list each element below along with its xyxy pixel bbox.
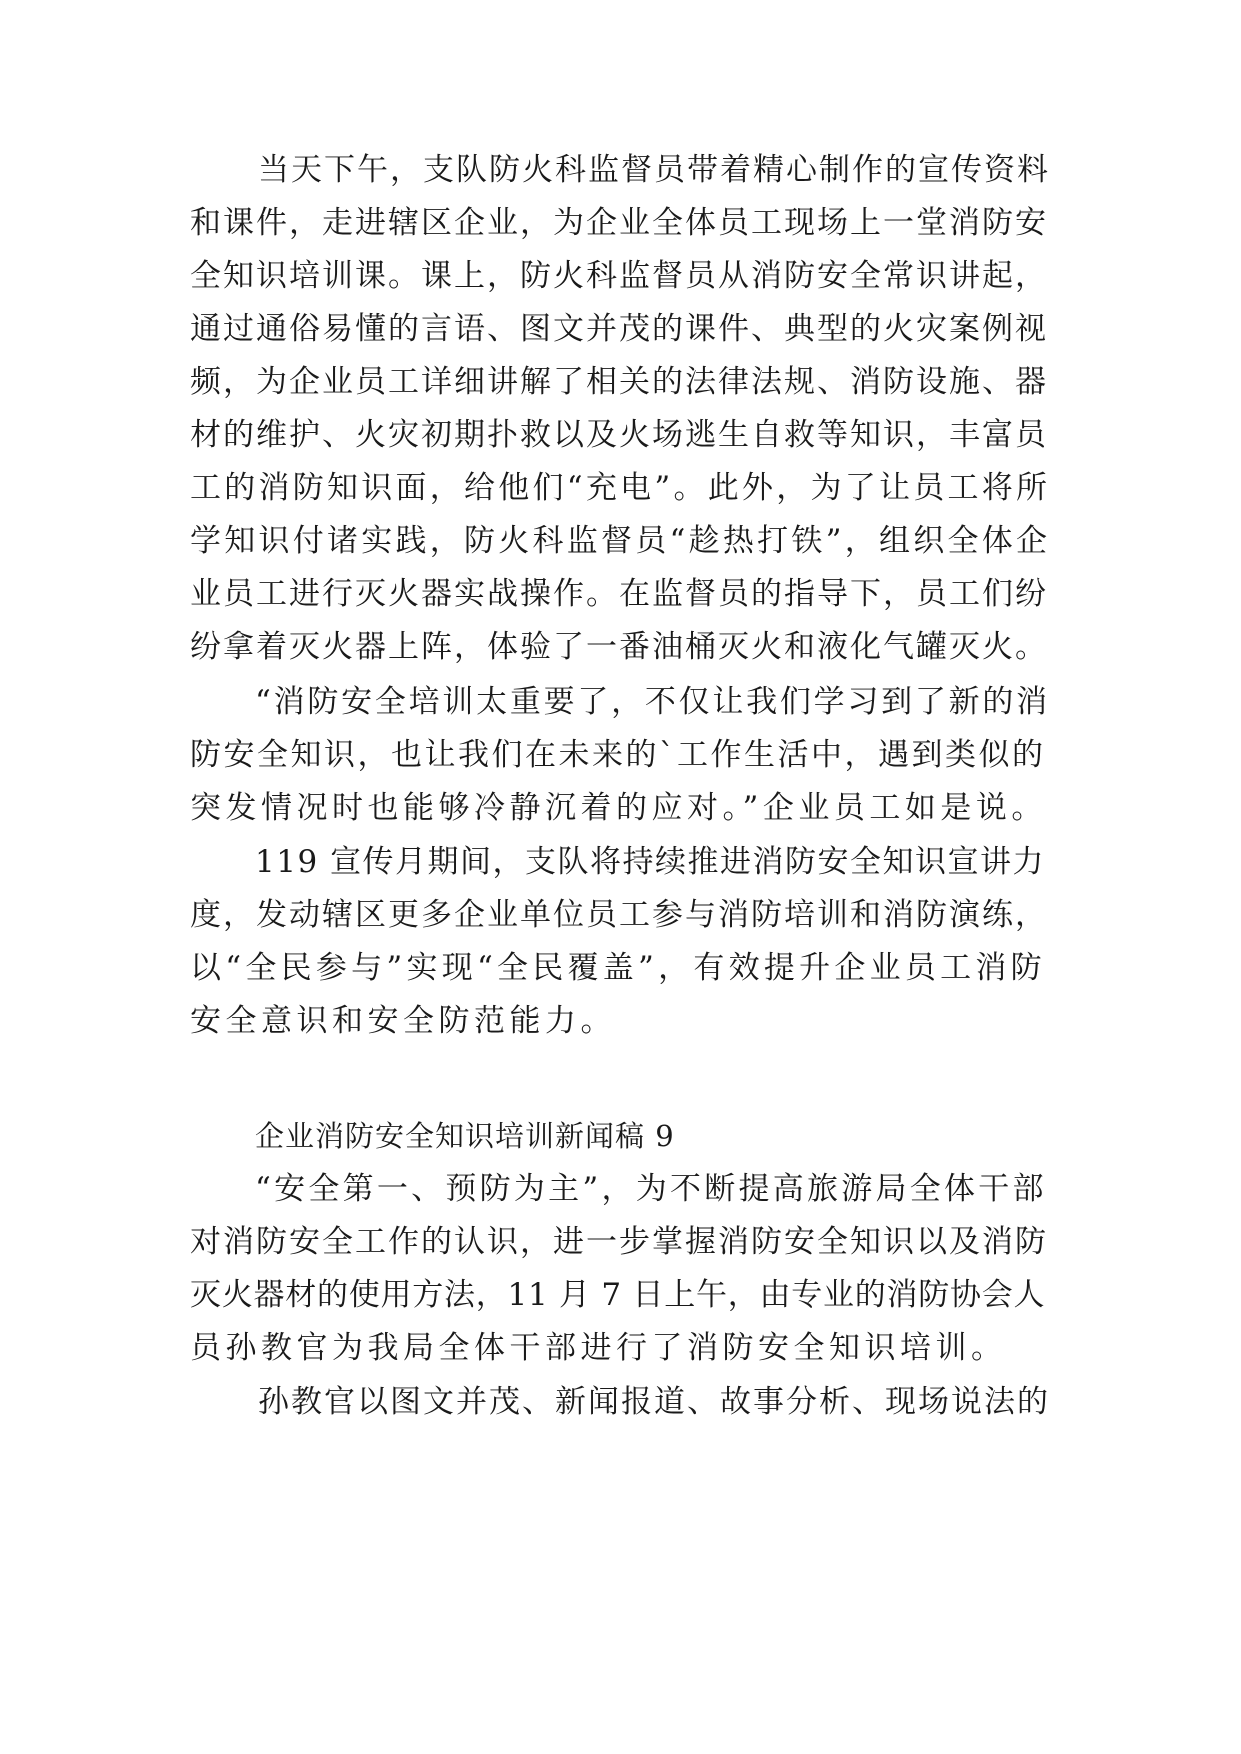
paragraph-line: 119 宣传月期间，支队将持续推进消防安全知识宣讲力 (255, 844, 1046, 880)
paragraph-line: 和课件，走进辖区企业，为企业全体员工现场上一堂消防安 (190, 205, 1048, 241)
paragraph-line: 通过通俗易懂的言语、图文并茂的课件、典型的火灾案例视 (190, 311, 1048, 347)
paragraph-line: 频，为企业员工详细讲解了相关的法律法规、消防设施、器 (190, 364, 1048, 400)
paragraph-line: 灭火器材的使用方法，11 月 7 日上午，由专业的消防协会人 (190, 1277, 1046, 1313)
paragraph-line: 材的维护、火灾初期扑救以及火场逃生自救等知识，丰富员 (190, 417, 1048, 453)
paragraph-line: 以“全民参与”实现“全民覆盖”，有效提升企业员工消防 (190, 950, 1046, 986)
paragraph-line: 度，发动辖区更多企业单位员工参与消防培训和消防演练， (190, 897, 1048, 933)
paragraph-line: “消防安全培训太重要了，不仅让我们学习到了新的消 (255, 684, 1050, 720)
paragraph-line: 孙教官以图文并茂、新闻报道、故事分析、现场说法的 (258, 1384, 1050, 1420)
paragraph-line: 纷拿着灭火器上阵，体验了一番油桶灭火和液化气罐灭火。 (190, 629, 1048, 665)
paragraph-line: 全知识培训课。课上，防火科监督员从消防安全常识讲起， (190, 258, 1048, 294)
paragraph-line: 员孙教官为我局全体干部进行了消防安全知识培训。 (190, 1330, 1007, 1366)
paragraph-line: 工的消防知识面，给他们“充电”。此外，为了让员工将所 (190, 470, 1051, 506)
section-title: 企业消防安全知识培训新闻稿 9 (255, 1119, 675, 1153)
paragraph-line: “安全第一、预防为主”，为不断提高旅游局全体干部 (255, 1171, 1047, 1207)
paragraph-line: 业员工进行灭火器实战操作。在监督员的指导下，员工们纷 (190, 576, 1048, 612)
paragraph-line: 安全意识和安全防范能力。 (190, 1003, 616, 1039)
paragraph-line: 防安全知识，也让我们在未来的`工作生活中，遇到类似的 (190, 737, 1046, 773)
paragraph-line: 学知识付诸实践，防火科监督员“趁热打铁”，组织全体企 (190, 523, 1051, 559)
paragraph-line: 对消防安全工作的认识，进一步掌握消防安全知识以及消防 (190, 1224, 1048, 1260)
paragraph-line: 突发情况时也能够冷静沉着的应对。”企业员工如是说。 (190, 790, 1047, 826)
paragraph-line: 当天下午，支队防火科监督员带着精心制作的宣传资料 (258, 152, 1050, 188)
